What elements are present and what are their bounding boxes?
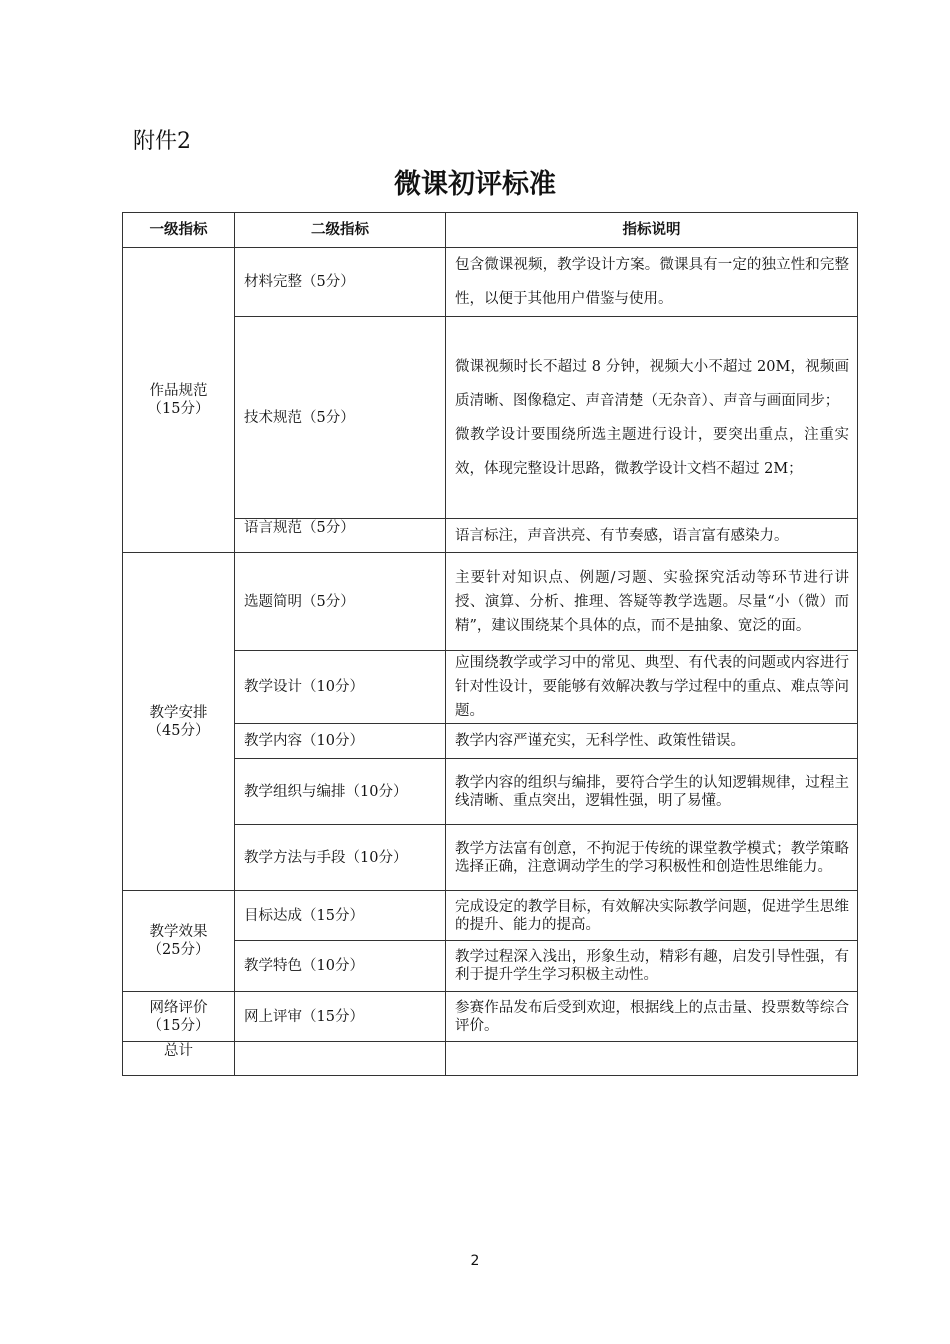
indicator-cell: 技术规范（5分） xyxy=(235,317,446,519)
total-label: 总计 xyxy=(123,1042,235,1076)
table-row xyxy=(123,248,858,317)
table-row xyxy=(123,891,858,941)
indicator-cell: 教学组织与编排（10分） xyxy=(235,759,446,825)
page-number: 2 xyxy=(470,1253,480,1269)
total-empty-cell xyxy=(446,1042,858,1076)
header-level1: 一级指标 xyxy=(123,213,235,248)
group-teaching xyxy=(123,553,235,891)
group-effect xyxy=(123,891,235,992)
group-name: 教学安排 xyxy=(149,704,208,721)
indicator-cell: 目标达成（15分） xyxy=(235,891,446,941)
attachment-label: 附件2 xyxy=(133,129,191,154)
group-online xyxy=(123,992,235,1042)
evaluation-table xyxy=(122,212,858,1076)
group-name: 教学效果 xyxy=(149,924,208,940)
table-header-row xyxy=(123,213,858,248)
header-description: 指标说明 xyxy=(446,213,858,248)
group-score: （45分） xyxy=(147,722,210,739)
group-name: 网络评价 xyxy=(149,999,208,1016)
indicator-cell: 教学特色（10分） xyxy=(235,941,446,992)
header-level2: 二级指标 xyxy=(235,213,446,248)
indicator-cell: 材料完整（5分） xyxy=(235,248,446,317)
indicator-cell: 教学方法与手段（10分） xyxy=(235,825,446,891)
description-part: 微教学设计要围绕所选主题进行设计，要突出重点，注重实效，体现完整设计思路，微教学设计文档不超过 2M； xyxy=(455,426,849,477)
description-cell: 教学内容的组织与编排，要符合学生的认知逻辑规律，过程主线清晰、重点突出，逻辑性强，明了易懂。 xyxy=(446,759,858,825)
description-cell: 主要针对知识点、例题/习题、实验探究活动等环节进行讲授、演算、分析、推理、答疑等教学选题。尽量“小（微）而精”，建议围绕某个具体的点，而不是抽象、宽泛的面。 xyxy=(446,553,858,651)
table-row xyxy=(123,992,858,1042)
description-part: 微课视频时长不超过 8 分钟，视频大小不超过 20M，视频画质清晰、图像稳定、声音清楚（无杂音）、声音与画面同步； xyxy=(455,358,849,409)
description-cell: 参赛作品发布后受到欢迎，根据线上的点击量、投票数等综合评价。 xyxy=(446,992,858,1042)
description-cell: 教学过程深入浅出，形象生动，精彩有趣，启发引导性强，有利于提升学生学习积极主动性。 xyxy=(446,941,858,992)
indicator-cell: 教学内容（10分） xyxy=(235,724,446,759)
total-row xyxy=(123,1042,858,1076)
indicator-cell: 教学设计（10分） xyxy=(235,651,446,724)
description-cell: 语言标注，声音洪亮、有节奏感，语言富有感染力。 xyxy=(446,519,858,553)
total-empty-cell xyxy=(235,1042,446,1076)
description-cell: 包含微课视频，教学设计方案。微课具有一定的独立性和完整性，以便于其他用户借鉴与使用。 xyxy=(446,248,858,317)
description-cell: 教学内容严谨充实，无科学性、政策性错误。 xyxy=(446,724,858,759)
description-cell: 应围绕教学或学习中的常见、典型、有代表的问题或内容进行针对性设计，要能够有效解决教与学过程中的重点、难点等问题。 xyxy=(446,651,858,724)
group-score: （25分） xyxy=(147,942,210,958)
description-cell xyxy=(446,317,858,519)
page-title: 微课初评标准 xyxy=(394,169,556,200)
group-score: （15分） xyxy=(147,401,210,417)
description-cell: 完成设定的教学目标，有效解决实际教学问题，促进学生思维的提升、能力的提高。 xyxy=(446,891,858,941)
group-works xyxy=(123,248,235,553)
group-name: 作品规范 xyxy=(149,383,208,399)
group-score: （15分） xyxy=(147,1017,210,1034)
description-cell: 教学方法富有创意，不拘泥于传统的课堂教学模式；教学策略选择正确，注意调动学生的学习积极性和创造性思维能力。 xyxy=(446,825,858,891)
table-row xyxy=(123,553,858,651)
indicator-cell: 语言规范（5分） xyxy=(235,519,446,553)
indicator-cell: 选题简明（5分） xyxy=(235,553,446,651)
indicator-cell: 网上评审（15分） xyxy=(235,992,446,1042)
